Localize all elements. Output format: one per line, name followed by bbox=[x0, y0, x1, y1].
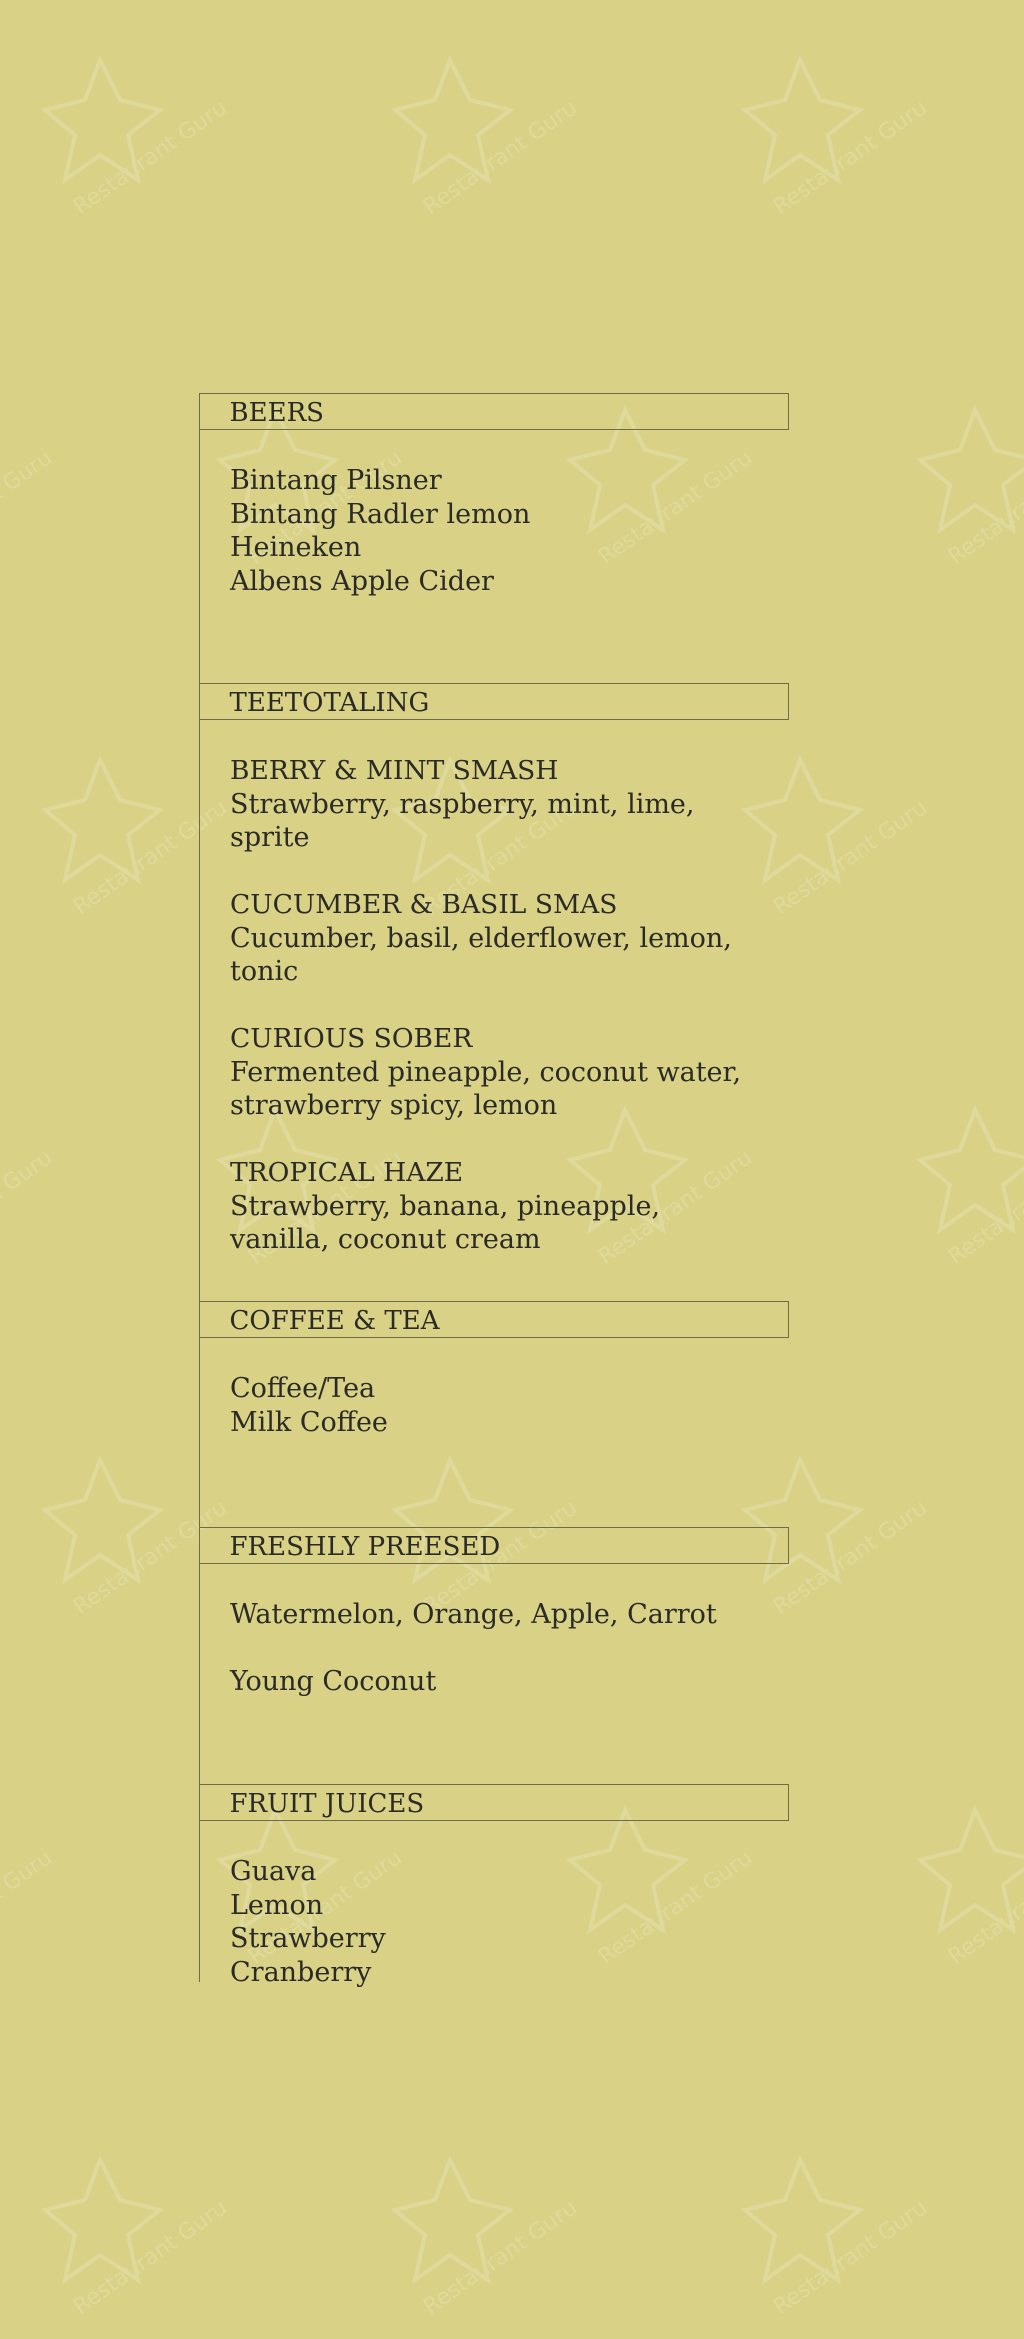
drink-item bbox=[230, 1022, 760, 1123]
watermark-logo-icon bbox=[745, 2160, 932, 2320]
drink-item bbox=[230, 888, 760, 989]
drink-name: CURIOUS SOBER bbox=[230, 1023, 473, 1054]
list-item: Milk Coffee bbox=[230, 1406, 388, 1438]
section-header bbox=[199, 1784, 789, 1821]
watermark-logo-icon bbox=[920, 1110, 1024, 1270]
list-item: Bintang Pilsner bbox=[230, 465, 442, 496]
drink-name: CUCUMBER & BASIL SMAS bbox=[230, 889, 618, 920]
item-list bbox=[230, 464, 530, 598]
watermark-logo-icon bbox=[45, 2160, 232, 2320]
watermark-logo-icon bbox=[0, 1810, 57, 1970]
watermark-logo-icon bbox=[745, 60, 932, 220]
watermark-logo-icon bbox=[0, 1110, 57, 1270]
drink-name: BERRY & MINT SMASH bbox=[230, 755, 559, 786]
drink-description: Cucumber, basil, elderflower, lemon, tonic bbox=[230, 922, 732, 987]
watermark-logo-icon bbox=[920, 1810, 1024, 1970]
drink-description: Strawberry, raspberry, mint, lime, sprite bbox=[230, 788, 695, 853]
section-header bbox=[199, 683, 789, 720]
drink-list bbox=[230, 754, 760, 1257]
section-title: FRUIT JUICES bbox=[229, 1789, 425, 1819]
section-title: TEETOTALING bbox=[229, 688, 430, 718]
list-item: Guava bbox=[230, 1856, 317, 1887]
list-item: Coffee/Tea bbox=[230, 1373, 376, 1404]
watermark-logo-icon bbox=[45, 60, 232, 220]
item-list bbox=[230, 1855, 386, 1989]
list-item: Cranberry bbox=[230, 1956, 372, 1988]
watermark-logo-icon bbox=[395, 2160, 582, 2320]
list-item: Watermelon, Orange, Apple, Carrot bbox=[230, 1599, 717, 1630]
list-item: Heineken bbox=[230, 532, 362, 563]
watermark-logo-icon bbox=[395, 60, 582, 220]
drink-item bbox=[230, 754, 760, 855]
section-header bbox=[199, 1527, 789, 1564]
item-list bbox=[230, 1372, 388, 1439]
section-title: FRESHLY PREESED bbox=[229, 1532, 501, 1562]
drink-description: Strawberry, banana, pineapple, vanilla, coconut cream bbox=[230, 1190, 661, 1255]
section-title: COFFEE & TEA bbox=[229, 1306, 440, 1336]
drink-item bbox=[230, 1156, 760, 1257]
section-header bbox=[199, 393, 789, 430]
list-item: Young Coconut bbox=[230, 1666, 437, 1697]
list-item: Bintang Radler lemon bbox=[230, 498, 531, 530]
list-item: Strawberry bbox=[230, 1923, 386, 1954]
drink-description: Fermented pineapple, coconut water, strawberry spicy, lemon bbox=[230, 1056, 742, 1121]
drink-name: TROPICAL HAZE bbox=[230, 1157, 464, 1188]
section-header bbox=[199, 1301, 789, 1338]
list-item: Lemon bbox=[230, 1889, 324, 1921]
list-item: Albens Apple Cider bbox=[230, 565, 494, 597]
watermark-pattern: Restaurant Guru bbox=[0, 0, 1024, 2339]
watermark-logo-icon bbox=[920, 410, 1024, 570]
section-title: BEERS bbox=[229, 398, 324, 428]
menu-column bbox=[199, 393, 790, 1988]
watermark-logo-icon bbox=[0, 410, 57, 570]
item-list bbox=[230, 1598, 717, 1699]
